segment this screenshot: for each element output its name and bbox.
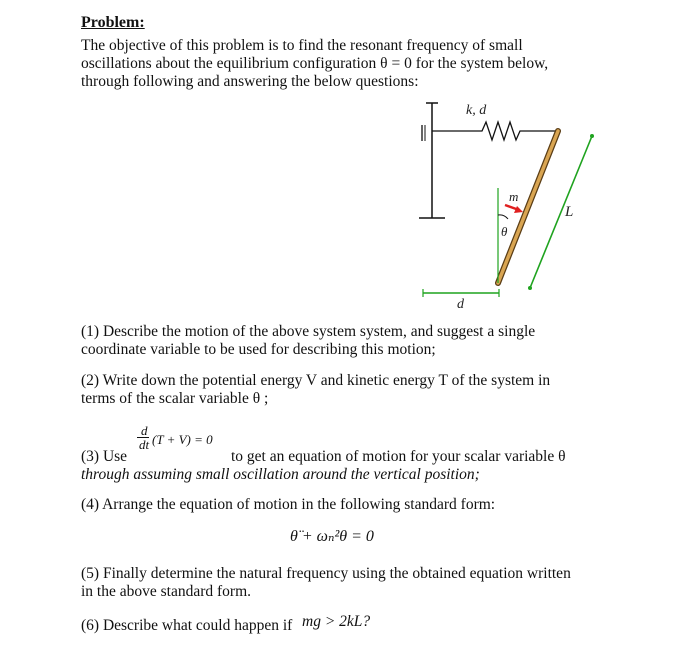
- problem-heading: Problem:: [81, 14, 145, 31]
- q6-line-1: (6) Describe what could happen if: [81, 617, 293, 634]
- intro-line-1: The objective of this problem is to find the resonant frequency of small: [81, 37, 523, 54]
- q1-line-1: (1) Describe the motion of the above system system, and suggest a single: [81, 323, 536, 340]
- derivative-fraction: [137, 424, 149, 451]
- q6-condition: mg > 2kL?: [302, 613, 371, 630]
- q4-line-1: (4) Arrange the equation of motion in the following standard form:: [81, 496, 496, 513]
- q2-line-1: (2) Write down the potential energy V and kinetic energy T of the system in: [81, 372, 551, 389]
- intro-line-3: through following and answering the below questions:: [81, 73, 419, 90]
- q3-line-2: through assuming small oscillation around the vertical position;: [81, 466, 480, 483]
- q2-line-2: terms of the scalar variable θ ;: [81, 390, 269, 407]
- length-label: L: [565, 204, 574, 220]
- q3-prefix: (3) Use: [81, 448, 128, 465]
- q3-rest: to get an equation of motion for your scalar variable θ: [231, 448, 566, 465]
- distance-label: d: [457, 297, 464, 312]
- standard-form-equation: θ̈ + ωₙ²θ = 0: [290, 528, 374, 545]
- fraction-denominator: dt: [139, 437, 150, 452]
- mass-label: m: [509, 189, 519, 204]
- spring-label: k, d: [466, 103, 487, 118]
- length-dimension: [530, 136, 592, 288]
- angle-label: θ: [501, 224, 508, 239]
- spring: [432, 122, 560, 140]
- angle-arc: [498, 215, 508, 219]
- q1-line-2: coordinate variable to be used for describing this motion;: [81, 341, 436, 358]
- intro-line-2: oscillations about the equilibrium configuration θ = 0 for the system below,: [81, 55, 549, 72]
- fraction-numerator: d: [141, 423, 148, 438]
- q5-line-1: (5) Finally determine the natural frequency using the obtained equation written: [81, 565, 571, 582]
- energy-expression: (T + V) = 0: [152, 432, 213, 447]
- q5-line-2: in the above standard form.: [81, 583, 252, 600]
